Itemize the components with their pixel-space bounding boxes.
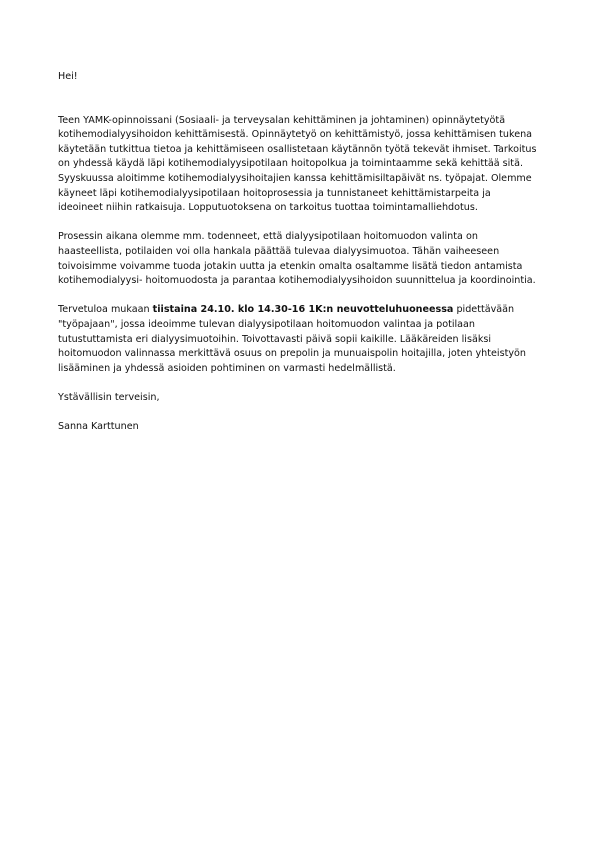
- paragraph-process: Prosessin aikana olemme mm. todenneet, että dialyysipotilaan hoitomuodon valinta on haasteellista, potilaiden voi olla hankala päättää tulevaa dialyysimuotoa. Tähän vaiheeseen toivoisimme voivamme tuoda jotakin uutta ja etenkin omalta osaltamme lisätä tiedon antamista kotihemodialyysi- hoitomuodosta ja parantaa kotihemodialyysihoidon suunnittelua ja koordinointia.: [58, 231, 536, 287]
- invitation-details: pidettävään "työpajaan", jossa ideoimme tulevan dialyysipotilaan hoitomuodon valintaa ja potilaan tutustuttamista eri dialyysimuotoihin. Toivottavasti päivä sopii kaikille. Lääkäreiden lisäksi hoitomuodon valinnassa merkittävä osuus on prepolin ja munuaispolin hoitajilla, joten yhteistyön lisääminen ja yhdessä asioiden pohtiminen on varmasti hedelmällistä.: [58, 304, 526, 374]
- invitation-intro: Tervetuloa mukaan: [58, 304, 153, 316]
- signature: Sanna Karttunen: [58, 421, 139, 433]
- greeting: Hei!: [58, 71, 78, 82]
- closing: Ystävällisin terveisin,: [58, 391, 160, 403]
- letter-body: [58, 70, 538, 435]
- paragraph-intro: Teen YAMK-opinnoissani (Sosiaali- ja terveysalan kehittäminen ja johtaminen) opinnäytetyötä kotihemodialyysihoidon kehittämisestä. Opinnäytetyö on kehittämistyö, jossa kehittämisen tukena käytetään tutkittua tietoa ja kehittämiseen osallistetaan käytännön työtä tekevät ihmiset. Tarkoitus on yhdessä käydä läpi kotihemodialyysipotilaan hoitopolkua ja toimintaamme sekä kehittää sitä. Syyskuussa aloitimme kotihemodialyysihoitajien kanssa kehittämisiltapäivät ns. työpajat. Olemme käyneet läpi kotihemodialyysipotilaan hoitoprosessia ja tunnistaneet kehittämistarpeita ja ideoineet niihin ratkaisuja. Lopputuotoksena on tarkoitus tuottaa toimintamalliehdotus.: [58, 114, 537, 214]
- paragraph-invitation: [58, 303, 538, 376]
- invitation-time-place: tiistaina 24.10. klo 14.30-16 1K:n neuvotteluhuoneessa: [152, 304, 454, 316]
